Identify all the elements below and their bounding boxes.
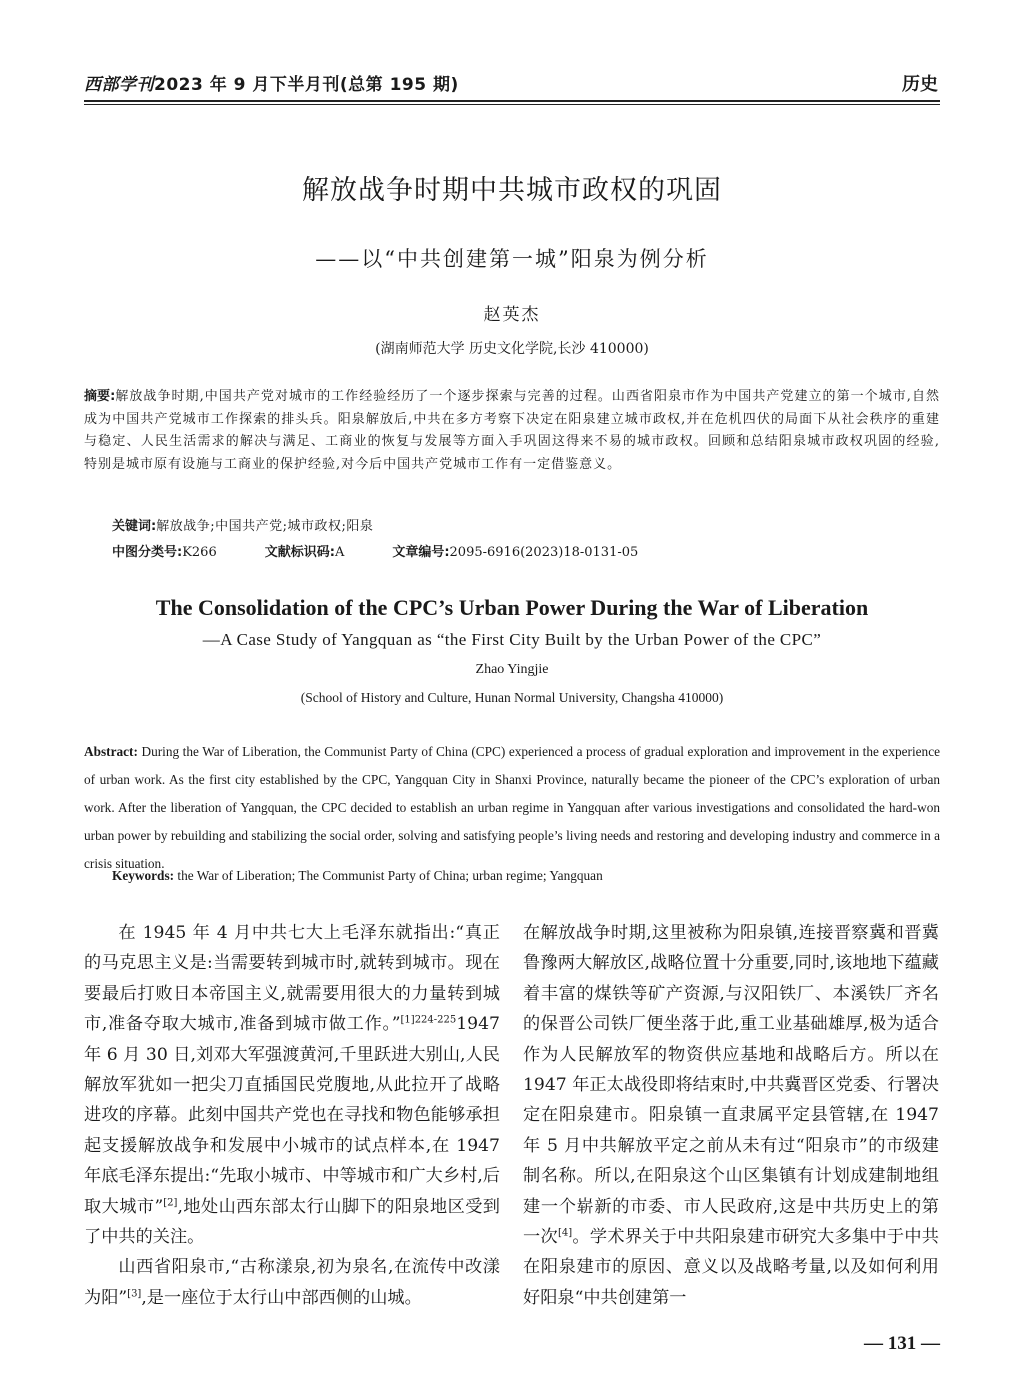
en-keywords-label: Keywords: xyxy=(112,868,175,883)
cn-keywords xyxy=(112,515,373,534)
en-author: Zhao Yingjie xyxy=(475,662,549,677)
cn-abstract xyxy=(84,386,940,476)
clc-number: 中图分类号:K266 xyxy=(112,545,217,560)
citation-ref: [4] xyxy=(557,1227,573,1239)
cn-abstract-text: 解放战争时期,中国共产党对城市的工作经验经历了一个逐步探索与完善的过程。山西省阳泉市作为中国共产党建立的第一个城市,自然成为中国共产党城市工作探索的排头兵。阳泉解放后,中共在多方考察下决定在阳泉建立城市政权,并在危机四伏的局面下从社会秩序的重建与稳定、人民生活需求的解决与满足、工商业的恢复与发展等方面入手巩固这得来不易的城市政权。回顾和总结阳泉城市政权巩固的经验,特别是城市原有设施与工商业的保护经验,对今后中国共产党城市工作有一定借鉴意义。 xyxy=(84,389,940,472)
body-paragraph: 山西省阳泉市,“古称漾泉,初为泉名,在流传中改漾为阳”[3],是一座位于太行山中部西侧的山城。 xyxy=(84,1257,500,1308)
section-label: 历史 xyxy=(902,74,938,95)
en-keywords-text: the War of Liberation; The Communist Party of China; urban regime; Yangquan xyxy=(177,868,603,883)
citation-ref: [1]224-225 xyxy=(400,1014,457,1026)
body-paragraph: 在解放战争时期,这里被称为阳泉镇,连接晋察冀和晋冀鲁豫两大解放区,战略位置十分重要,同时,该地地下蕴藏着丰富的煤铁等矿产资源,与汉阳铁厂、本溪铁厂齐名的保晋公司铁厂便坐落于此,重工业基础雄厚,极为适合作为人民解放军的物资供应基地和战略后方。所以在 1947 年正太战役即将结束时,中共冀晋区党委、行署决定在阳泉建市。阳泉镇一直隶属平定县管辖,在 1947 年 5 月中共解放平定之前从未有过“阳泉市”的市级建制名称。所以,在阳泉这个山区集镇有计划成建制地组建一个崭新的市委、市人民政府,这是中共历史上的第一次[4]。学术界关于中共阳泉建市研究大多集中于中共在阳泉建市的原因、意义以及战略考量,以及如何利用好阳泉“中共创建第一 xyxy=(523,923,939,1308)
body-column-right xyxy=(523,918,939,1313)
cn-author: 赵英杰 xyxy=(483,305,541,325)
en-abstract-text: During the War of Liberation, the Communist Party of China (CPC) experienced a process of gradual exploration and improvement in the experience of urban work. As the first city established by the CPC, Yangquan City in Shanxi Province, naturally became the pioneer of the CPC’s exploration of urban work. After the liberation of Yangquan, the CPC decided to establish an urban regime in Yangquan after various investigations and consolidated the hard-won urban power by rebuilding and stabilizing the social order, solving and satisfying people’s living needs and restoring and developing industry and commerce in a crisis situation. xyxy=(84,744,940,871)
journal-logo: 西部学刊 xyxy=(84,75,154,95)
en-abstract-label: Abstract: xyxy=(84,744,138,759)
citation-ref: [3] xyxy=(127,1288,142,1300)
running-header xyxy=(84,70,940,100)
en-title: The Consolidation of the CPC’s Urban Power During the War of Liberation xyxy=(155,595,869,620)
body-paragraph: 在 1945 年 4 月中共七大上毛泽东就指出:“真正的马克思主义是:当需要转到城市时,就转到城市。现在要最后打败日本帝国主义,就需要用很大的力量转到城市,准备夺取大城市,准备到城市做工作。”$^{[1]224-225}$1947 年 6 月 30 日,刘邓大军强渡黄河,千里跃进大别山,人民解放军犹如一把尖刀直插国民党腹地,从此拉开了战略进攻的序幕。此刻中国共产党也在寻找和物色能够承担起支援解放战争和发展中小城市的试点样本,在 1947 年底毛泽东提出:“先取小城市、中等城市和广大乡村,后取大城市”[2],地处山西东部太行山脚下的阳泉地区受到了中共的关注。 xyxy=(84,923,500,1248)
cn-abstract-label: 摘要: xyxy=(84,389,116,404)
article-number: 文章编号:2095-6916(2023)18-0131-05 xyxy=(392,545,639,560)
cn-classification xyxy=(112,541,932,560)
cn-affiliation: (湖南师范大学 历史文化学院,长沙 410000) xyxy=(375,341,649,357)
header-divider xyxy=(84,100,940,102)
header-divider-thin xyxy=(84,104,940,105)
journal-issue xyxy=(84,70,459,95)
cn-keywords-text: 解放战争;中国共产党;城市政权;阳泉 xyxy=(156,519,374,534)
en-abstract xyxy=(84,738,940,878)
en-keywords xyxy=(112,868,603,884)
page-number: — 131 — xyxy=(864,1333,940,1354)
en-affiliation: (School of History and Culture, Hunan Normal University, Changsha 410000) xyxy=(300,690,724,705)
cn-subtitle: ——以“中共创建第一城”阳泉为例分析 xyxy=(315,247,709,271)
doc-code: 文献标识码:A xyxy=(264,545,345,560)
body-column-left xyxy=(84,918,500,1313)
issue-info: 2023 年 9 月下半月刊(总第 195 期) xyxy=(154,75,459,95)
en-subtitle: —A Case Study of Yangquan as “the First City Built by the Urban Power of the CPC” xyxy=(202,630,822,649)
cn-title: 解放战争时期中共城市政权的巩固 xyxy=(302,175,722,206)
cn-keywords-label: 关键词: xyxy=(112,519,157,534)
citation-ref: [2] xyxy=(163,1196,178,1208)
